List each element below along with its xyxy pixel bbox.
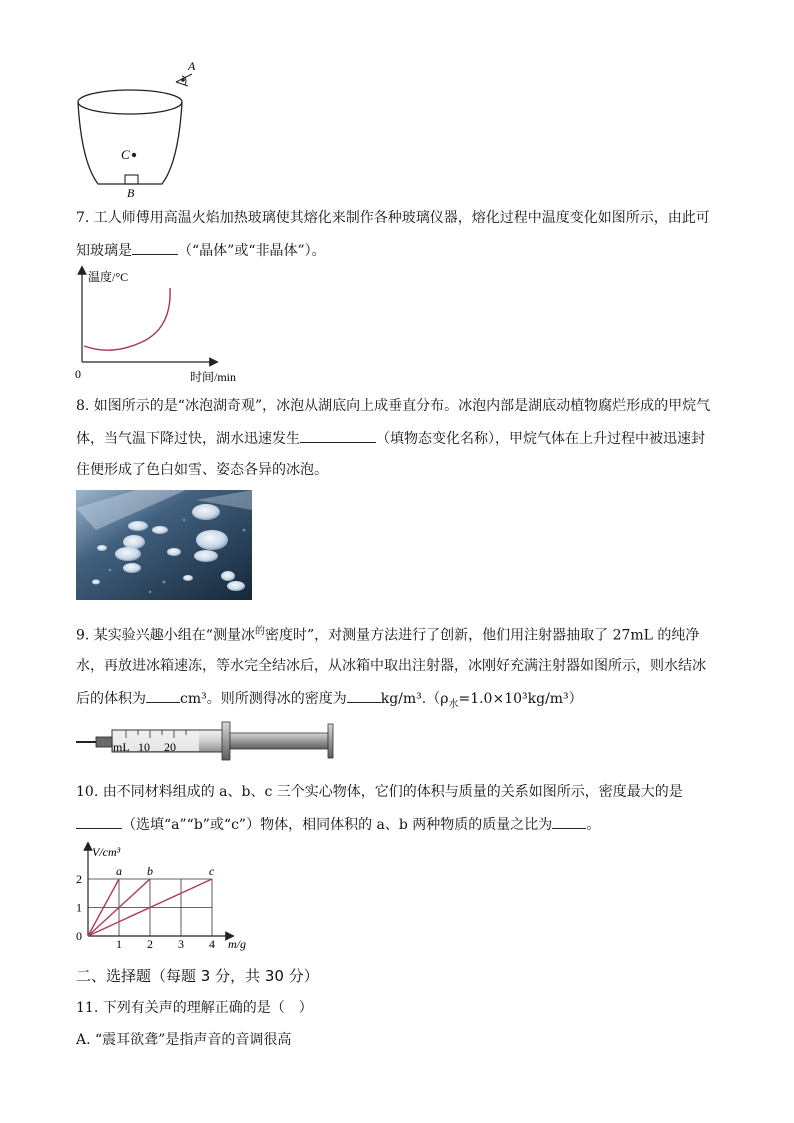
label-a: A bbox=[188, 59, 196, 73]
volume-mass-chart bbox=[70, 842, 260, 954]
q9-text-pre: 后的体积为 bbox=[76, 691, 146, 707]
q9-text-mid: cm³。则所测得冰的密度为 bbox=[180, 691, 347, 707]
syringe-tip bbox=[96, 737, 112, 747]
temperature-chart bbox=[72, 264, 252, 386]
q9-density-blank[interactable] bbox=[347, 688, 381, 703]
vm-xtick-label: 3 bbox=[178, 937, 184, 951]
q7-answer-blank[interactable] bbox=[132, 240, 178, 255]
q8-line1: 8. 如图所示的是“冰泡湖奇观”，冰泡从湖底向上成垂直分布。冰泡内部是湖底动植物腐烂形成的甲烷气 bbox=[76, 398, 711, 414]
temp-xlabel: 时间/min bbox=[190, 370, 237, 384]
q9-volume-blank[interactable] bbox=[146, 688, 180, 703]
vm-xlabel: m/g bbox=[228, 937, 246, 951]
q9-line2: 水，再放进冰箱速冻，等水完全结冰后，从冰箱中取出注射器，冰刚好充满注射器如图所示，则水结冰 bbox=[76, 658, 706, 674]
q10-line1: 10. 由不同材料组成的 a、b、c 三个实心物体，它们的体积与质量的关系如图所示，密度最大的是 bbox=[76, 784, 683, 800]
q9-line1 bbox=[76, 622, 699, 646]
syringe-figure bbox=[76, 718, 338, 764]
q9-text-b: 密度时”，对测量方法进行了创新，他们用注射器抽取了 27mL 的纯净 bbox=[264, 627, 700, 644]
q9-text-post: kg/m³.（ρ bbox=[380, 691, 449, 707]
label-c: C bbox=[121, 147, 130, 162]
vm-xtick-label: 2 bbox=[147, 937, 153, 951]
q8-line2 bbox=[76, 428, 705, 449]
section-2-heading: 二、选择题（每题 3 分，共 30 分） bbox=[76, 967, 319, 985]
q8-line3: 住便形成了色白如雪、姿态各异的冰泡。 bbox=[76, 462, 328, 478]
syringe-plunger-rod bbox=[230, 733, 328, 749]
q10-ratio-blank[interactable] bbox=[552, 814, 586, 829]
temp-origin: 0 bbox=[75, 367, 81, 381]
q11-stem: 11. 下列有关声的理解正确的是（ ） bbox=[76, 1000, 313, 1016]
q9-line3 bbox=[76, 688, 583, 715]
bowl-point-c bbox=[132, 153, 136, 157]
q8-text-post: （填物态变化名称），甲烷气体在上升过程中被迅速封 bbox=[376, 431, 705, 447]
q8-text-pre: 体，当气温下降过快，湖水迅速发生 bbox=[76, 431, 300, 447]
q9-text-end: =1.0×10³kg/m³） bbox=[458, 691, 583, 707]
vm-ylabel: V/cm³ bbox=[92, 845, 121, 859]
vm-xtick-label: 4 bbox=[209, 937, 215, 951]
syringe-unit: mL bbox=[113, 740, 130, 754]
vm-series-label-c: c bbox=[209, 864, 215, 878]
syringe-tick-20: 20 bbox=[164, 740, 176, 754]
vm-ytick-label: 0 bbox=[76, 929, 82, 943]
q10-text-post: 。 bbox=[586, 817, 601, 833]
ice-bubble-photo bbox=[76, 490, 252, 600]
q9-sup: 的 bbox=[254, 626, 265, 637]
q10-line2 bbox=[76, 814, 600, 835]
q7-line1: 7. 工人师傅用高温火焰加热玻璃使其熔化来制作各种玻璃仪器，熔化过程中温度变化如图所示，由此可 bbox=[76, 210, 710, 226]
vm-ytick-label: 1 bbox=[76, 900, 82, 915]
bowl-figure bbox=[70, 58, 210, 200]
q10-densest-blank[interactable] bbox=[76, 814, 122, 829]
syringe-tick-10: 10 bbox=[138, 740, 150, 754]
temp-ylabel: 温度/°C bbox=[88, 270, 129, 284]
q7-text-post: （“晶体”或“非晶体”）。 bbox=[178, 243, 326, 259]
vm-xtick-label: 1 bbox=[116, 937, 122, 951]
q8-answer-blank[interactable] bbox=[300, 428, 376, 443]
vm-series-label-a: a bbox=[116, 864, 122, 878]
vm-series-label-b: b bbox=[147, 864, 153, 878]
label-b: B bbox=[127, 186, 135, 200]
syringe-plunger-cap bbox=[328, 724, 333, 758]
q7-text-pre: 知玻璃是 bbox=[76, 243, 132, 259]
q9-text-a: 9. 某实验兴趣小组在“测量冰 bbox=[76, 627, 255, 644]
q11-option-a[interactable]: A. “震耳欲聋”是指声音的音调很高 bbox=[76, 1032, 292, 1048]
eye-icon bbox=[176, 74, 192, 86]
syringe-flange bbox=[222, 722, 230, 760]
temp-curve bbox=[84, 288, 170, 350]
vm-ytick-label: 2 bbox=[76, 872, 82, 886]
q10-text-pre: （选填“a”“b”或“c”）物体，相同体积的 a、b 两种物质的质量之比为 bbox=[122, 817, 553, 833]
bowl-coin-b bbox=[125, 175, 138, 184]
q7-line2 bbox=[76, 240, 326, 261]
q9-sub: 水 bbox=[448, 698, 459, 710]
